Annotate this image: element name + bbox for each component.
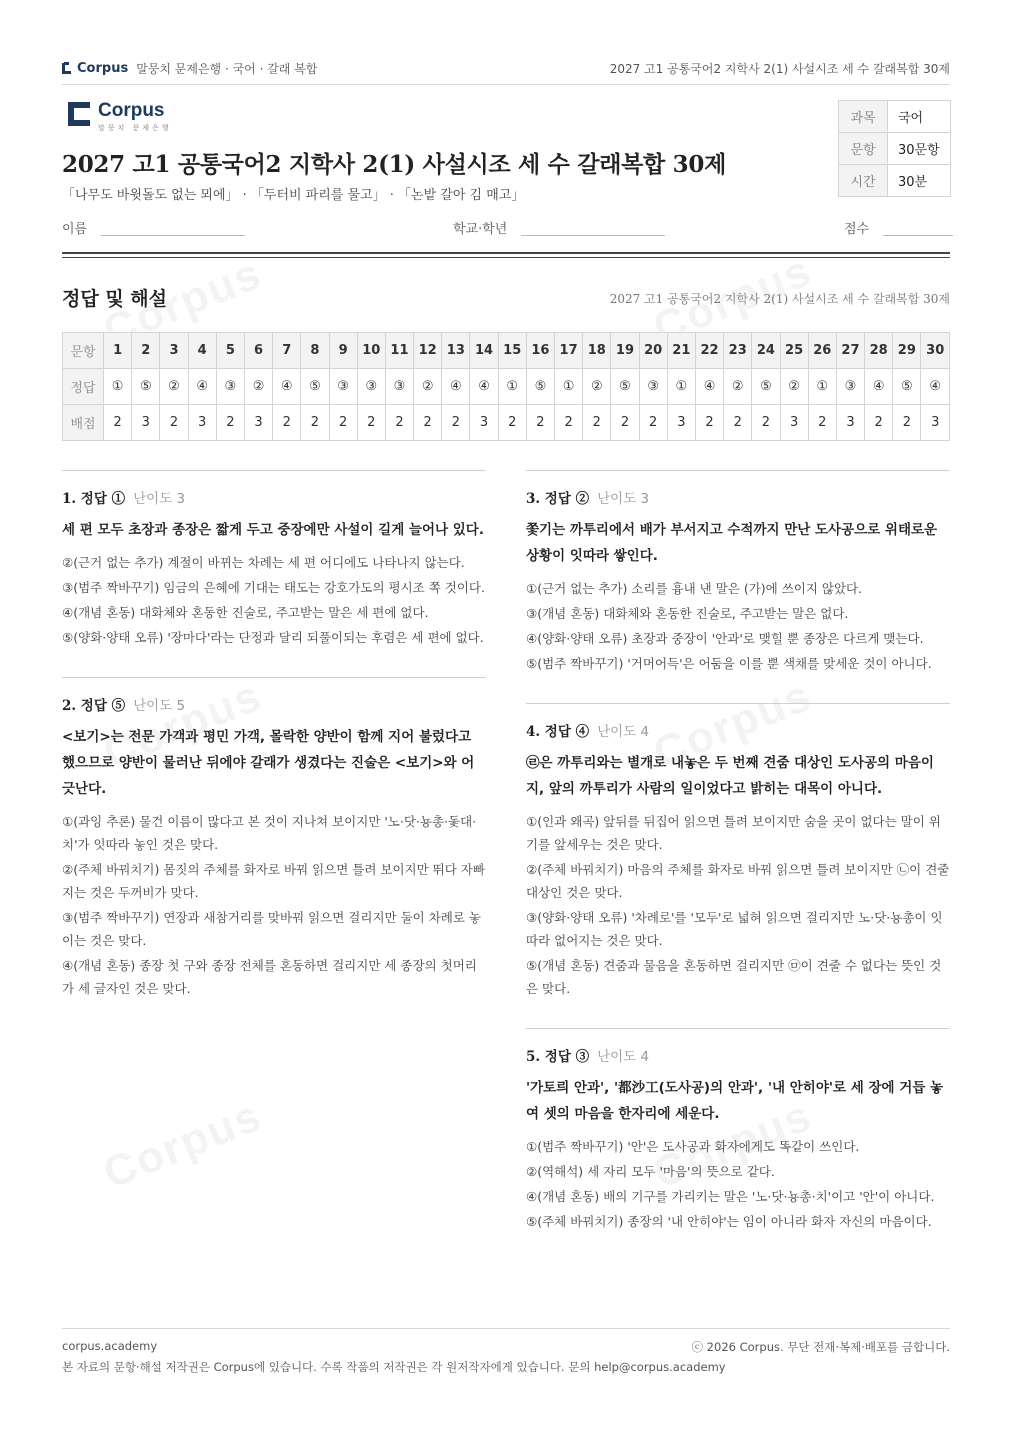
answer-cell: ① bbox=[808, 369, 836, 405]
breadcrumb-text: 말뭉치 문제은행 · 국어 · 갈래 복합 bbox=[136, 62, 318, 76]
explanation-option: ②(역해석) 세 자리 모두 '마음'의 뜻으로 같다. bbox=[526, 1164, 775, 1179]
info-label-items: 문항 bbox=[839, 133, 888, 165]
points-cell: 2 bbox=[498, 405, 526, 441]
explanation-main: 세 편 모두 초장과 종장은 짧게 두고 중장에만 사설이 길게 늘어나 있다. bbox=[62, 522, 484, 538]
question-number-cell: 21 bbox=[667, 333, 695, 369]
explanation-option: ③(범주 짝바꾸기) 연장과 새참거리를 맞바꿔 읽으면 걸리지만 둘이 차례로 놓이는 것은 맞다. bbox=[62, 910, 481, 948]
explanation-card bbox=[526, 1028, 950, 1249]
question-number-cell: 28 bbox=[865, 333, 893, 369]
explanation-option: ③(개념 혼동) 대화체와 혼동한 진술로, 주고받는 말은 없다. bbox=[526, 606, 849, 621]
question-answer-label: 3. 정답 ② bbox=[526, 491, 590, 507]
points-cell: 2 bbox=[695, 405, 723, 441]
difficulty-label: 난이도 4 bbox=[597, 1049, 650, 1065]
corpus-logo bbox=[68, 102, 172, 133]
explanation-option: ③(양화·양태 오류) '차례로'를 '모두'로 넓혀 읽으면 걸리지만 노·닷·뇽총이 잇따라 없어지는 것은 맞다. bbox=[526, 910, 943, 948]
answer-cell: ⑤ bbox=[611, 369, 639, 405]
answer-cell: ③ bbox=[329, 369, 357, 405]
explanation-option: ②(주체 바꿔치기) 마음의 주체를 화자로 바꿔 읽으면 틀려 보이지만 ㉡이 견줄 대상인 것은 맞다. bbox=[526, 862, 950, 900]
question-number-cell: 30 bbox=[921, 333, 950, 369]
points-cell: 3 bbox=[780, 405, 808, 441]
answer-cell: ④ bbox=[921, 369, 950, 405]
question-number-cell: 19 bbox=[611, 333, 639, 369]
explanation-card bbox=[526, 470, 950, 691]
info-label-time: 시간 bbox=[839, 165, 888, 197]
question-number-cell: 1 bbox=[104, 333, 132, 369]
question-answer-label: 2. 정답 ⑤ bbox=[62, 698, 126, 714]
info-value-subject: 국어 bbox=[888, 101, 951, 133]
answer-cell: ④ bbox=[442, 369, 470, 405]
question-number-cell: 12 bbox=[414, 333, 442, 369]
question-answer-label: 4. 정답 ④ bbox=[526, 724, 590, 740]
answer-cell: ① bbox=[104, 369, 132, 405]
points-cell: 2 bbox=[414, 405, 442, 441]
name-line[interactable] bbox=[101, 219, 245, 236]
difficulty-label: 난이도 4 bbox=[597, 724, 650, 740]
question-number-cell: 11 bbox=[385, 333, 413, 369]
corpus-logo-icon bbox=[62, 63, 71, 74]
answer-cell: ④ bbox=[273, 369, 301, 405]
explanation-option: ④(개념 혼동) 배의 기구를 가리키는 말은 '노·닷·뇽총·치'이고 '안'이 아니다. bbox=[526, 1189, 935, 1204]
top-header bbox=[62, 58, 950, 85]
watermark bbox=[97, 1091, 270, 1200]
question-number-cell: 26 bbox=[808, 333, 836, 369]
explanation-card bbox=[62, 470, 486, 665]
points-cell: 2 bbox=[301, 405, 329, 441]
score-label: 점수 bbox=[844, 222, 870, 237]
logo-name: Corpus bbox=[98, 100, 165, 121]
answer-key-table bbox=[62, 332, 950, 441]
question-number-cell: 17 bbox=[555, 333, 583, 369]
points-cell: 2 bbox=[865, 405, 893, 441]
points-cell: 3 bbox=[470, 405, 498, 441]
answer-cell: ④ bbox=[188, 369, 216, 405]
explanation-option: ⑤(개념 혼동) 견줌과 물음을 혼동하면 걸리지만 ㉤이 견줄 수 없다는 뜻인 것은 맞다. bbox=[526, 958, 942, 996]
answer-cell: ② bbox=[244, 369, 272, 405]
explanation-option: ④(개념 혼동) 대화체와 혼동한 진술로, 주고받는 말은 세 편에 없다. bbox=[62, 605, 429, 620]
points-cell: 2 bbox=[329, 405, 357, 441]
answer-cell: ③ bbox=[216, 369, 244, 405]
answer-cell: ⑤ bbox=[132, 369, 160, 405]
question-number-cell: 6 bbox=[244, 333, 272, 369]
question-number-cell: 24 bbox=[752, 333, 780, 369]
question-number-cell: 7 bbox=[273, 333, 301, 369]
answer-cell: ② bbox=[583, 369, 611, 405]
score-line[interactable] bbox=[883, 219, 953, 236]
explanation-option: ④(양화·양태 오류) 초장과 중장이 '안과'로 맺힐 뿐 종장은 다르게 맺는다. bbox=[526, 631, 924, 646]
answer-cell: ⑤ bbox=[893, 369, 921, 405]
answer-cell: ③ bbox=[385, 369, 413, 405]
header-doc-title: 2027 고1 공통국어2 지학사 2(1) 사설시조 세 수 갈래복합 30제 bbox=[609, 62, 950, 76]
explanation-main: 쫓기는 까투리에서 배가 부서지고 수적까지 만난 도사공으로 위태로운 상황이 잇따라 쌓인다. bbox=[526, 522, 938, 564]
explanation-option: ②(주체 바꿔치기) 몸짓의 주체를 화자로 바꿔 읽으면 틀려 보이지만 뛰다 자빠지는 것은 두꺼비가 맞다. bbox=[62, 862, 485, 900]
question-number-cell: 5 bbox=[216, 333, 244, 369]
explanation-option: ①(범주 짝바꾸기) '안'은 도사공과 화자에게도 똑같이 쓰인다. bbox=[526, 1139, 860, 1154]
header-divider bbox=[62, 252, 950, 258]
question-number-cell: 4 bbox=[188, 333, 216, 369]
name-label: 이름 bbox=[62, 222, 88, 237]
points-cell: 2 bbox=[808, 405, 836, 441]
answer-cell: ③ bbox=[639, 369, 667, 405]
exam-info-table bbox=[838, 100, 951, 197]
explanation-option: ③(범주 짝바꾸기) 임금의 은혜에 기대는 태도는 강호가도의 평시조 쪽 것이다. bbox=[62, 580, 485, 595]
answer-cell: ⑤ bbox=[752, 369, 780, 405]
points-cell: 2 bbox=[357, 405, 385, 441]
points-cell: 2 bbox=[442, 405, 470, 441]
points-cell: 2 bbox=[216, 405, 244, 441]
brand-name: Corpus bbox=[77, 61, 129, 76]
explanation-option: ②(근거 없는 추가) 계절이 바뀌는 차례는 세 편 어디에도 나타나지 않는다. bbox=[62, 555, 465, 570]
question-number-cell: 16 bbox=[526, 333, 554, 369]
points-cell: 2 bbox=[273, 405, 301, 441]
difficulty-label: 난이도 5 bbox=[133, 698, 186, 714]
explanations-left-column bbox=[62, 470, 486, 1016]
explanations-right-column bbox=[526, 470, 950, 1249]
explanation-option: ④(개념 혼동) 종장 첫 구와 종장 전체를 혼동하면 걸리지만 세 종장의 첫머리가 세 글자인 것은 맞다. bbox=[62, 958, 477, 996]
page-subtitle: 「나무도 바윗돌도 없는 뫼에」 · 「두터비 파리를 물고」 · 「논밭 갈아 김 매고」 bbox=[62, 188, 525, 203]
answer-cell: ① bbox=[667, 369, 695, 405]
points-cell: 3 bbox=[921, 405, 950, 441]
breadcrumb bbox=[62, 60, 317, 77]
question-number-cell: 22 bbox=[695, 333, 723, 369]
answer-cell: ③ bbox=[836, 369, 864, 405]
explanation-option: ①(근거 없는 추가) 소리를 흉내 낸 말은 (가)에 쓰이지 않았다. bbox=[526, 581, 863, 596]
explanation-main: '가토릐 안과', '都沙工(도사공)의 안과', '내 안히야'로 세 장에 거듭 놓여 셋의 마음을 한자리에 세운다. bbox=[526, 1080, 944, 1122]
school-field[interactable] bbox=[453, 218, 665, 237]
points-cell: 2 bbox=[583, 405, 611, 441]
points-cell: 2 bbox=[555, 405, 583, 441]
question-answer-label: 1. 정답 ① bbox=[62, 491, 126, 507]
points-cell: 2 bbox=[893, 405, 921, 441]
points-cell: 3 bbox=[667, 405, 695, 441]
difficulty-label: 난이도 3 bbox=[597, 491, 650, 507]
points-cell: 3 bbox=[836, 405, 864, 441]
answer-cell: ⑤ bbox=[301, 369, 329, 405]
question-number-cell: 3 bbox=[160, 333, 188, 369]
points-cell: 3 bbox=[244, 405, 272, 441]
answer-cell: ② bbox=[414, 369, 442, 405]
points-cell: 2 bbox=[639, 405, 667, 441]
question-number-cell: 27 bbox=[836, 333, 864, 369]
logo-mark-icon bbox=[68, 102, 90, 126]
question-number-cell: 2 bbox=[132, 333, 160, 369]
page-footer bbox=[62, 1328, 950, 1375]
info-label-subject: 과목 bbox=[839, 101, 888, 133]
answer-cell: ⑤ bbox=[526, 369, 554, 405]
question-number-cell: 25 bbox=[780, 333, 808, 369]
answer-cell: ④ bbox=[695, 369, 723, 405]
points-cell: 2 bbox=[752, 405, 780, 441]
section-title: 정답 및 해설 bbox=[62, 288, 167, 310]
question-number-cell: 20 bbox=[639, 333, 667, 369]
score-field[interactable] bbox=[844, 218, 953, 237]
info-value-time: 30분 bbox=[888, 165, 951, 197]
explanation-option: ①(과잉 추론) 물건 이름이 많다고 본 것이 지나쳐 보이지만 '노·닷·뇽총·돛대·치'가 잇따라 놓인 것은 맞다. bbox=[62, 814, 477, 852]
points-cell: 2 bbox=[104, 405, 132, 441]
points-cell: 3 bbox=[188, 405, 216, 441]
explanation-option: ⑤(양화·양태 오류) '장마다'라는 단정과 달리 되풀이되는 후렴은 세 편에 없다. bbox=[62, 630, 484, 645]
school-label: 학교·학년 bbox=[453, 222, 508, 237]
answer-cell: ③ bbox=[357, 369, 385, 405]
points-cell: 2 bbox=[724, 405, 752, 441]
points-cell: 2 bbox=[385, 405, 413, 441]
answer-cell: ② bbox=[724, 369, 752, 405]
question-number-cell: 10 bbox=[357, 333, 385, 369]
answer-cell: ② bbox=[780, 369, 808, 405]
points-cell: 2 bbox=[611, 405, 639, 441]
question-number-cell: 13 bbox=[442, 333, 470, 369]
answer-cell: ④ bbox=[865, 369, 893, 405]
answer-cell: ④ bbox=[470, 369, 498, 405]
page-title: 2027 고1 공통국어2 지학사 2(1) 사설시조 세 수 갈래복합 30제 bbox=[62, 151, 727, 178]
question-number-cell: 14 bbox=[470, 333, 498, 369]
explanation-card bbox=[526, 703, 950, 1016]
question-number-cell: 23 bbox=[724, 333, 752, 369]
question-answer-label: 5. 정답 ③ bbox=[526, 1049, 590, 1065]
points-cell: 3 bbox=[132, 405, 160, 441]
logo-subtitle: 말뭉치 문제은행 bbox=[98, 124, 172, 132]
row-label-points: 배점 bbox=[63, 405, 104, 441]
question-number-cell: 9 bbox=[329, 333, 357, 369]
question-number-cell: 18 bbox=[583, 333, 611, 369]
explanation-option: ⑤(범주 짝바꾸기) '거머어득'은 어둠을 이를 뿐 색채를 맞세운 것이 아니다. bbox=[526, 656, 932, 671]
question-number-cell: 29 bbox=[893, 333, 921, 369]
points-cell: 2 bbox=[160, 405, 188, 441]
name-field[interactable] bbox=[62, 218, 245, 237]
difficulty-label: 난이도 3 bbox=[133, 491, 186, 507]
footer-notice: 본 자료의 문항·해설 저작권은 Corpus에 있습니다. 수록 작품의 저작권은 각 원저작자에게 있습니다. 문의 help@corpus.academy bbox=[62, 1360, 726, 1374]
points-cell: 2 bbox=[526, 405, 554, 441]
school-line[interactable] bbox=[521, 219, 665, 236]
row-label-answer: 정답 bbox=[63, 369, 104, 405]
info-value-items: 30문항 bbox=[888, 133, 951, 165]
footer-copyright: ⓒ 2026 Corpus. 무단 전재·복제·배포를 금합니다. bbox=[691, 1340, 950, 1354]
row-label-number: 문항 bbox=[63, 333, 104, 369]
answer-cell: ② bbox=[160, 369, 188, 405]
answer-cell: ① bbox=[498, 369, 526, 405]
answer-cell: ① bbox=[555, 369, 583, 405]
footer-site: corpus.academy bbox=[62, 1339, 158, 1353]
section-doc-title: 2027 고1 공통국어2 지학사 2(1) 사설시조 세 수 갈래복합 30제 bbox=[609, 292, 950, 306]
explanation-main: ㉣은 까투리와는 별개로 내놓은 두 번째 견줌 대상인 도사공의 마음이지, 앞의 까투리가 사람의 일이었다고 밝히는 대목이 아니다. bbox=[526, 755, 934, 797]
explanation-option: ①(인과 왜곡) 앞뒤를 뒤집어 읽으면 틀려 보이지만 숨을 곳이 없다는 말이 위기를 앞세우는 것은 맞다. bbox=[526, 814, 941, 852]
explanation-card bbox=[62, 677, 486, 1016]
question-number-cell: 8 bbox=[301, 333, 329, 369]
explanation-option: ⑤(주체 바꿔치기) 종장의 '내 안히야'는 임이 아니라 화자 자신의 마음이다. bbox=[526, 1214, 932, 1229]
explanation-main: <보기>는 전문 가객과 평민 가객, 몰락한 양반이 함께 지어 불렀다고 했으므로 양반이 물러난 뒤에야 갈래가 생겼다는 진술은 <보기>와 어긋난다. bbox=[62, 729, 475, 797]
question-number-cell: 15 bbox=[498, 333, 526, 369]
